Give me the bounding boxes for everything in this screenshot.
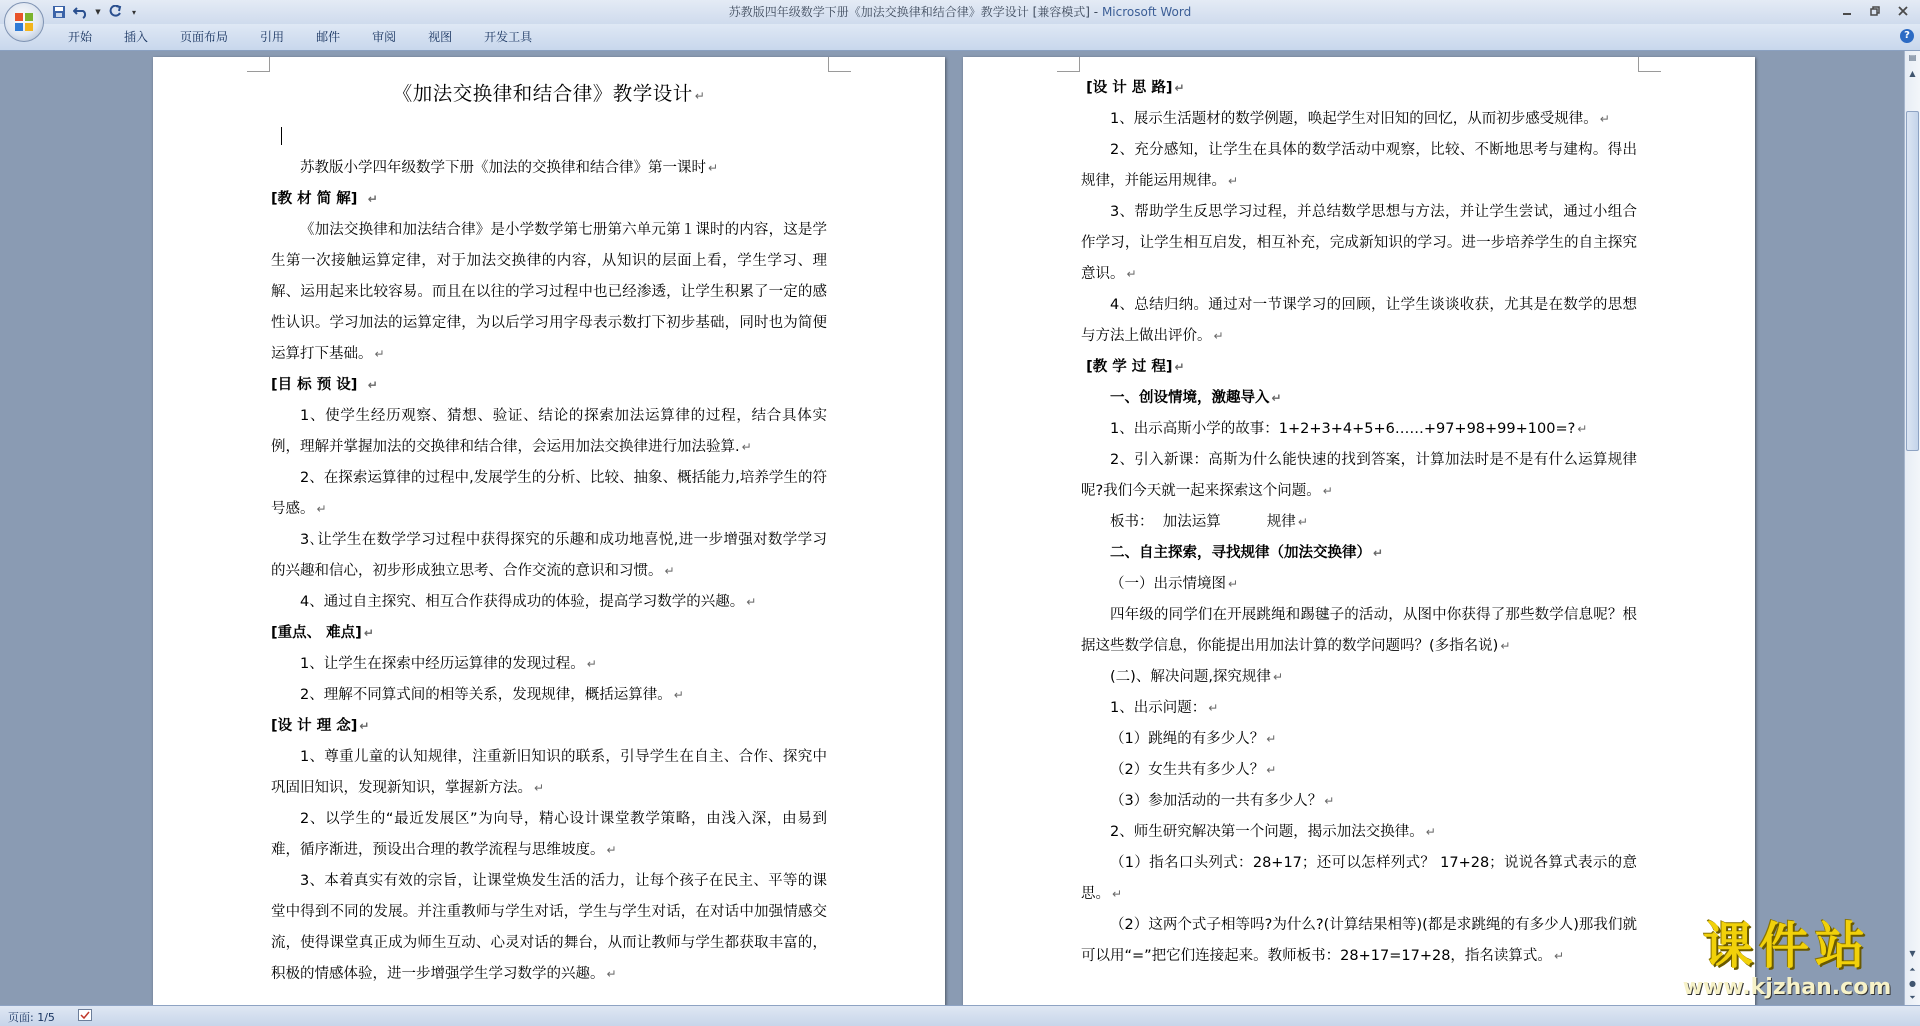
tab-references[interactable]: 引用 <box>260 30 285 44</box>
board-note: 板书： 加法运算 规律 ↵ <box>1110 514 1308 530</box>
quick-access-toolbar <box>50 3 140 21</box>
goal-item: 4、通过自主探究、相互合作获得成功的体验，提高学习数学的兴趣。 ↵ <box>300 594 757 610</box>
margin-corner-mark <box>247 57 270 72</box>
section-heading-process: [教 学 过 程] ↵ <box>1086 359 1185 375</box>
goal-item: 1、使学生经历观察、猜想、验证、结论的探索加法运算律的过程，结合具体实例，理解并掌握加法的交换律和结合律，会运用加法交换律进行加法验算. ↵ <box>271 408 827 455</box>
document-page-1[interactable] <box>153 57 945 1005</box>
vertical-scrollbar[interactable] <box>1904 51 1920 1005</box>
window-title: 苏教版四年级数学下册《加法交换律和结合律》教学设计 [兼容模式] - Microsoft Word <box>728 5 1192 19</box>
status-bar <box>0 1005 1920 1026</box>
customize-toolbar-icon[interactable]: ▾ <box>131 7 136 17</box>
step-item: (二)、解决问题,探究规律 ↵ <box>1110 669 1283 685</box>
section-heading-design: [设 计 思 路] ↵ <box>1086 80 1185 96</box>
margin-corner-mark <box>828 57 851 72</box>
watermark-text: 课件站 <box>1703 917 1871 975</box>
minimize-icon[interactable] <box>1836 2 1858 20</box>
step-item: （2）这两个式子相等吗?为什么?(计算结果相等)(都是求跳绳的有多少人)那我们就可以用“=”把它们连接起来。教师板书：28+17=17+28，指名读算式。 ↵ <box>1081 917 1637 964</box>
design-item: 3、帮助学生反思学习过程，并总结数学思想与方法，并让学生尝试，通过小组合作学习，让学生相互启发，相互补充，完成新知识的学习。进一步培养学生的自主探究意识。 ↵ <box>1081 204 1637 282</box>
tab-mailings[interactable]: 邮件 <box>316 30 341 44</box>
paragraph-material: 《加法交换律和加法结合律》是小学数学第七册第六单元第１课时的内容，这是学生第一次接触运算定律，对于加法交换律的内容，从知识的层面上看，学生学习、理解、运用起来比较容易。而且在以往的学习过程中也已经渗透，让学生积累了一定的感性认识。学习加法的运算定律，为以后学习用字母表示数打下初步基础，同时也为简便运算打下基础。 ↵ <box>271 222 827 362</box>
section-heading-concept: [设 计 理 念] ↵ <box>271 718 370 734</box>
close-icon[interactable] <box>1892 2 1914 20</box>
office-button[interactable] <box>4 2 44 42</box>
step-heading: 二、自主探索，寻找规律（加法交换律） ↵ <box>1110 545 1384 561</box>
help-icon[interactable]: ? <box>1900 29 1914 43</box>
ribbon-tabs <box>52 28 548 46</box>
design-item: 2、充分感知，让学生在具体的数学活动中观察，比较、不断地思考与建构。得出规律，并能运用规律。 ↵ <box>1081 142 1637 189</box>
undo-icon[interactable] <box>72 3 90 21</box>
step-item: （一）出示情境图 ↵ <box>1110 576 1239 592</box>
scroll-up-icon[interactable]: ▲ <box>1909 69 1916 78</box>
page-count[interactable]: 页面: 1/5 <box>8 1011 55 1024</box>
tab-page-layout[interactable]: 页面布局 <box>180 30 229 44</box>
watermark-url: www.kjzhan.com <box>1682 975 1892 1000</box>
concept-item: 2、以学生的“最近发展区”为向导，精心设计课堂教学策略，由浅入深，由易到难，循序渐进，预设出合理的教学流程与思维坡度。 ↵ <box>271 811 827 858</box>
step-item: 1、出示问题： ↵ <box>1110 700 1219 716</box>
ruler-toggle-icon[interactable]: ▤ <box>1908 53 1917 62</box>
question-item: （2）女生共有多少人？ ↵ <box>1110 762 1277 778</box>
tab-review[interactable]: 审阅 <box>372 30 397 44</box>
scroll-down-icon[interactable]: ▼ <box>1909 949 1916 958</box>
document-page-2[interactable] <box>963 57 1755 1005</box>
question-item: （1）跳绳的有多少人？ ↵ <box>1110 731 1277 747</box>
undo-dropdown-icon[interactable]: ▼ <box>95 8 101 16</box>
page-2-content <box>1081 73 1637 972</box>
step-item: 四年级的同学们在开展跳绳和踢毽子的活动，从图中你获得了那些数学信息呢？根据这些数学信息，你能提出用加法计算的数学问题吗？(多指名说) ↵ <box>1081 607 1637 654</box>
previous-page-icon[interactable]: ⏶ <box>1909 965 1916 974</box>
proofing-icon[interactable] <box>78 1009 92 1021</box>
save-icon[interactable] <box>50 3 68 21</box>
tab-home[interactable]: 开始 <box>68 30 93 44</box>
restore-icon[interactable] <box>1864 2 1886 20</box>
design-item: 1、展示生活题材的数学例题，唤起学生对旧知的回忆，从而初步感受规律。 ↵ <box>1110 111 1610 127</box>
browse-object-icon[interactable]: ● <box>1909 979 1916 988</box>
margin-corner-mark <box>1638 57 1661 72</box>
design-item: 4、总结归纳。通过对一节课学习的回顾，让学生谈谈收获，尤其是在数学的思想与方法上做出评价。 ↵ <box>1081 297 1637 344</box>
concept-item: 1、尊重儿童的认知规律，注重新旧知识的联系，引导学生在自主、合作、探究中巩固旧知识，发现新知识，掌握新方法。 ↵ <box>271 749 827 796</box>
step-item: 2、师生研究解决第一个问题，揭示加法交换律。 ↵ <box>1110 824 1436 840</box>
next-page-icon[interactable]: ⏷ <box>1909 993 1916 1002</box>
redo-icon[interactable] <box>106 3 124 21</box>
text-cursor-line <box>271 119 827 153</box>
goal-item: 2、在探索运算律的过程中,发展学生的分析、比较、抽象、概括能力,培养学生的符号感。 ↵ <box>271 470 827 517</box>
page-1-content <box>271 73 827 990</box>
subtitle: 苏教版小学四年级数学下册《加法的交换律和结合律》第一课时 ↵ <box>300 160 719 176</box>
document-title-heading: 《加法交换律和结合律》教学设计 ↵ <box>392 82 706 105</box>
tab-view[interactable]: 视图 <box>428 30 453 44</box>
step-item: 1、出示高斯小学的故事：1+2+3+4+5+6……+97+98+99+100=? ↵ <box>1110 421 1588 437</box>
tab-developer[interactable]: 开发工具 <box>484 30 533 44</box>
key-point-item: 2、理解不同算式间的相等关系，发现规律，概括运算律。 ↵ <box>300 687 684 703</box>
scrollbar-thumb[interactable] <box>1906 111 1919 451</box>
tab-insert[interactable]: 插入 <box>124 30 149 44</box>
site-watermark <box>1668 915 1906 1003</box>
concept-item: 3、本着真实有效的宗旨，让课堂焕发生活的活力，让每个孩子在民主、平等的课堂中得到不同的发展。并注重教师与学生对话，学生与学生对话，在对话中加强情感交流，使得课堂真正成为师生互动、心灵对话的舞台，从而让教师与学生都获取丰富的，积极的情感体验，进一步增强学生学习数学的兴趣。 ↵ <box>271 873 827 982</box>
document-workspace <box>0 51 1904 1005</box>
window-controls <box>1836 2 1914 20</box>
section-heading-key-points: [重点、 难点] ↵ <box>271 625 374 641</box>
step-item: 2、引入新课：高斯为什么能快速的找到答案，计算加法时是不是有什么运算规律呢?我们今天就一起来探索这个问题。 ↵ <box>1081 452 1637 499</box>
key-point-item: 1、让学生在探索中经历运算律的发现过程。 ↵ <box>300 656 597 672</box>
office-logo-icon <box>14 12 34 32</box>
section-heading-material: [教 材 简 解] ↵ <box>271 191 378 207</box>
goal-item: 3､让学生在数学学习过程中获得探究的乐趣和成功地喜悦,进一步增强对数学学习的兴趣和信心，初步形成独立思考、合作交流的意识和习惯。 ↵ <box>271 532 827 579</box>
document-title: 苏教版四年级数学下册《加法交换律和结合律》教学设计 [兼容模式] <box>728 5 1090 19</box>
step-heading: 一、创设情境，激趣导入 ↵ <box>1110 390 1282 406</box>
section-heading-goals: [目 标 预 设] ↵ <box>271 377 378 393</box>
ribbon-tab-bar <box>0 24 1920 51</box>
margin-corner-mark <box>1057 57 1080 72</box>
step-item: （1）指名口头列式：28+17；还可以怎样列式？ 17+28；说说各算式表示的意思。 ↵ <box>1081 855 1637 902</box>
title-bar <box>0 0 1920 24</box>
app-name: Microsoft Word <box>1101 5 1192 19</box>
text-caret <box>281 127 282 145</box>
question-item: （3）参加活动的一共有多少人？ ↵ <box>1110 793 1335 809</box>
